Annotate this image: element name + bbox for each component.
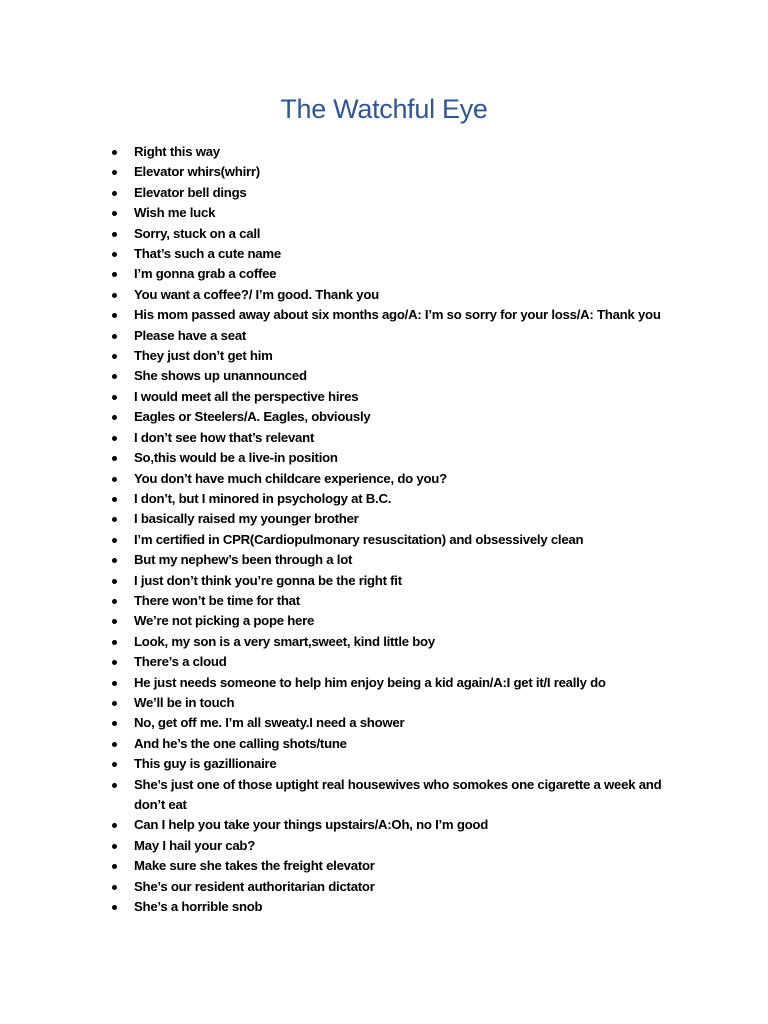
list-item-text: They just don’t get him xyxy=(134,348,273,364)
bullet-icon xyxy=(112,517,117,522)
bullet-icon xyxy=(112,905,117,910)
list-item-text: I don’t see how that’s relevant xyxy=(134,429,315,445)
bullet-icon xyxy=(112,783,117,788)
bullet-icon xyxy=(112,334,117,339)
list-item xyxy=(0,203,768,223)
bullet-icon xyxy=(112,681,117,686)
bullet-icon xyxy=(112,762,117,767)
bullet-icon xyxy=(112,272,117,277)
bullet-icon xyxy=(112,415,117,420)
list-item xyxy=(0,224,768,244)
bullet-icon xyxy=(112,497,117,502)
list-item xyxy=(0,815,768,835)
list-item-text: I’m gonna grab a coffee xyxy=(134,266,277,282)
list-item-text: Look, my son is a very smart,sweet, kind little boy xyxy=(134,633,435,649)
list-item-text: Sorry, stuck on a call xyxy=(134,225,261,241)
list-item-text: She’s a horrible snob xyxy=(134,899,263,915)
list-item xyxy=(0,142,768,162)
list-item-text: There won’t be time for that xyxy=(134,592,300,608)
list-item xyxy=(0,264,768,284)
list-item xyxy=(0,448,768,468)
bullet-icon xyxy=(112,232,117,237)
list-item xyxy=(0,754,768,774)
list-item-text: I would meet all the perspective hires xyxy=(134,388,359,404)
list-item xyxy=(0,244,768,264)
bullet-icon xyxy=(112,456,117,461)
list-item xyxy=(0,836,768,856)
bullet-icon xyxy=(112,864,117,869)
list-item xyxy=(0,162,768,182)
list-item xyxy=(0,611,768,631)
list-item-text: That’s such a cute name xyxy=(134,246,281,262)
list-item-text: Can I help you take your things upstairs/A:Oh, no I’m good xyxy=(134,817,489,833)
document-title: The Watchful Eye xyxy=(280,94,488,124)
list-item xyxy=(0,183,768,203)
list-item-text: May I hail your cab? xyxy=(134,837,256,853)
bullet-icon xyxy=(112,211,117,216)
list-item-text: I just don’t think you’re gonna be the right fit xyxy=(134,572,402,588)
list-item xyxy=(0,571,768,591)
bullet-icon xyxy=(112,721,117,726)
bullet-icon xyxy=(112,701,117,706)
list-item xyxy=(0,734,768,754)
bullet-icon xyxy=(112,742,117,747)
list-item xyxy=(0,326,768,346)
list-item-text: Eagles or Steelers/A. Eagles, obviously xyxy=(134,409,371,425)
list-item-text: But my nephew’s been through a lot xyxy=(134,552,353,568)
list-item xyxy=(0,673,768,693)
list-item xyxy=(0,387,768,407)
list-item xyxy=(0,877,768,897)
bullet-icon xyxy=(112,293,117,298)
list-item-text: Elevator whirs(whirr) xyxy=(134,164,260,180)
list-item xyxy=(0,693,768,713)
list-item xyxy=(0,856,768,876)
bullet-icon xyxy=(112,374,117,379)
list-item-text: This guy is gazillionaire xyxy=(134,756,277,772)
list-item-text: He just needs someone to help him enjoy being a kid again/A:I get it/I really do xyxy=(134,674,606,690)
list-item xyxy=(0,428,768,448)
list-item-text: Wish me luck xyxy=(134,205,216,221)
bullet-icon xyxy=(112,436,117,441)
list-item-text: Please have a seat xyxy=(134,327,247,343)
list-item-text: Right this way xyxy=(134,144,220,159)
bullet-icon xyxy=(112,823,117,828)
bullet-icon xyxy=(112,252,117,257)
bullet-icon xyxy=(112,538,117,543)
list-item xyxy=(0,469,768,489)
list-item-text: We’re not picking a pope here xyxy=(134,613,315,629)
bullet-icon xyxy=(112,885,117,890)
list-item xyxy=(0,530,768,550)
list-item xyxy=(0,407,768,427)
list-item-text: There’s a cloud xyxy=(134,654,227,670)
list-item-text: She’s our resident authoritarian dictator xyxy=(134,878,375,894)
bullet-icon xyxy=(112,170,117,175)
list-item-text: She shows up unannounced xyxy=(134,368,307,384)
bullet-icon xyxy=(112,660,117,665)
bullet-list xyxy=(0,142,768,917)
list-item-text: I don’t, but I minored in psychology at B.C. xyxy=(134,490,392,506)
list-item xyxy=(0,509,768,529)
list-item xyxy=(0,366,768,386)
list-item xyxy=(0,346,768,366)
bullet-icon xyxy=(112,395,117,400)
list-item-text: No, get off me. I’m all sweaty.I need a shower xyxy=(134,715,405,731)
list-item-text: And he’s the one calling shots/tune xyxy=(134,735,347,751)
bullet-icon xyxy=(112,558,117,563)
bullet-icon xyxy=(112,619,117,624)
bullet-icon xyxy=(112,313,117,318)
list-item xyxy=(0,285,768,305)
list-item-text: I basically raised my younger brother xyxy=(134,511,359,527)
bullet-icon xyxy=(112,191,117,196)
list-item xyxy=(0,305,768,325)
bullet-icon xyxy=(112,844,117,849)
list-item-text: Make sure she takes the freight elevator xyxy=(134,858,375,874)
list-item xyxy=(0,652,768,672)
list-item-text: So,this would be a live-in position xyxy=(134,450,338,466)
list-item xyxy=(0,489,768,509)
bullet-icon xyxy=(112,477,117,482)
bullet-icon xyxy=(112,150,117,155)
list-item xyxy=(0,550,768,570)
list-item-text: We’ll be in touch xyxy=(134,694,235,710)
bullet-icon xyxy=(112,640,117,645)
list-item-text: I’m certified in CPR(Cardiopulmonary resuscitation) and obsessively clean xyxy=(134,531,584,547)
list-item-text: You want a coffee?/ I’m good. Thank you xyxy=(134,286,379,302)
list-item xyxy=(0,591,768,611)
bullet-icon xyxy=(112,599,117,604)
list-item xyxy=(0,897,768,917)
list-item xyxy=(0,713,768,733)
list-item-text: Elevator bell dings xyxy=(134,184,247,200)
bullet-icon xyxy=(112,579,117,584)
list-item-text: You don’t have much childcare experience, do you? xyxy=(134,470,447,486)
list-item-text: His mom passed away about six months ago/A: I’m so sorry for your loss/A: Thank you xyxy=(134,307,661,323)
list-item-text: She’s just one of those uptight real housewives who somokes one cigarette a week and don’t eat xyxy=(134,776,662,812)
list-item xyxy=(0,632,768,652)
bullet-icon xyxy=(112,354,117,359)
list-item xyxy=(0,775,768,816)
